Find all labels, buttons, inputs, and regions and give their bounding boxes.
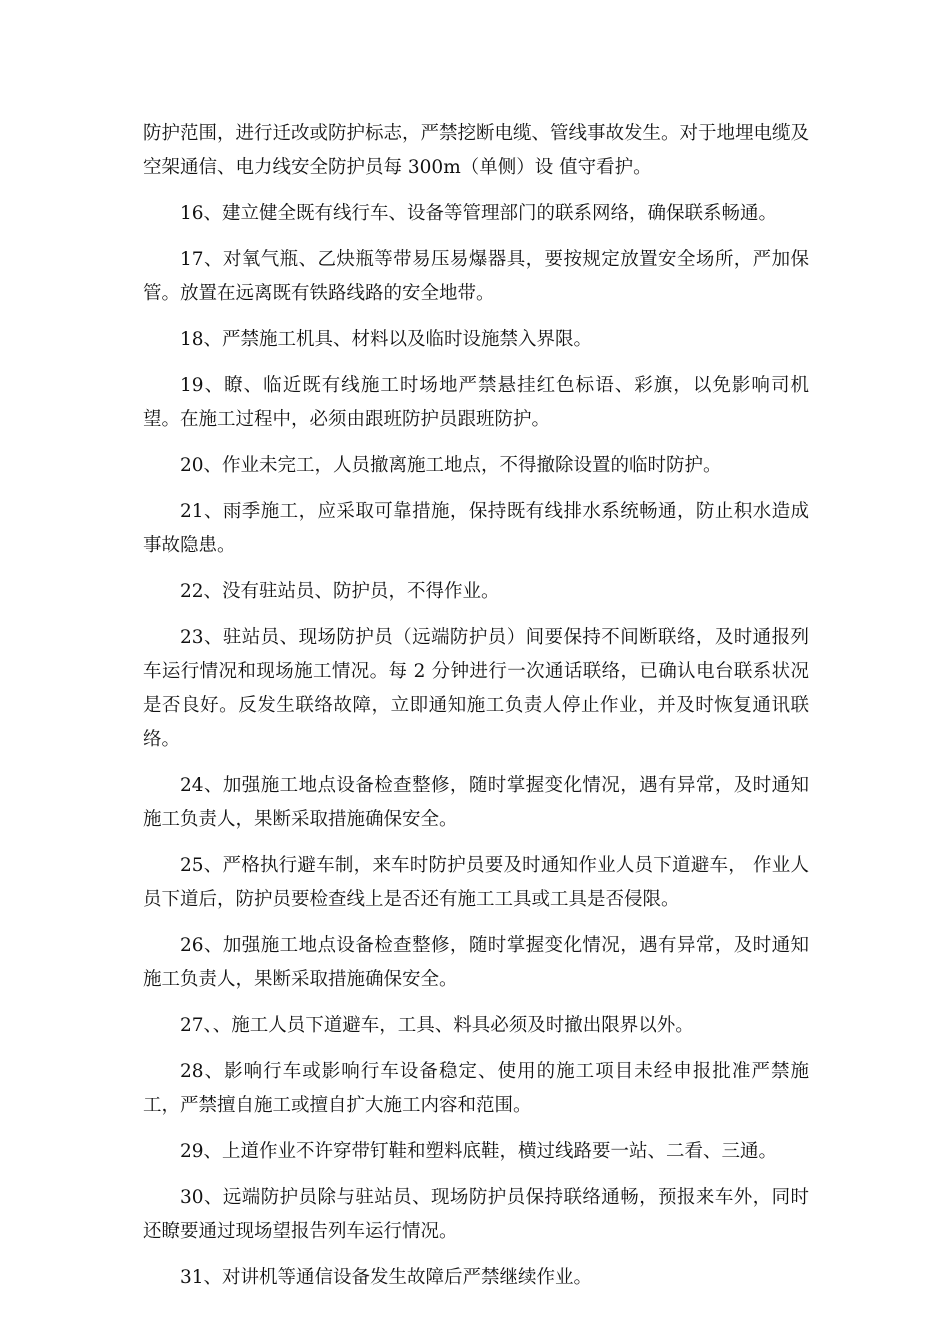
paragraph-continuation: 防护范围，进行迁改或防护标志，严禁挖断电缆、管线事故发生。对于地埋电缆及空架通信、电力线安全防护员每 300m（单侧）设 值守看护。 xyxy=(143,123,810,178)
paragraph-item-25: 25、严格执行避车制，来车时防护员要及时通知作业人员下道避车， 作业人员下道后，防护员要检查线上是否还有施工工具或工具是否侵限。 xyxy=(143,855,809,910)
document-body xyxy=(143,117,809,1307)
paragraph-item-19: 19、瞭、临近既有线施工时场地严禁悬挂红色标语、彩旗，以免影响司机望。在施工过程中，必须由跟班防护员跟班防护。 xyxy=(143,375,809,430)
paragraph-item-28: 28、影响行车或影响行车设备稳定、使用的施工项目未经申报批准严禁施工，严禁擅自施工或擅自扩大施工内容和范围。 xyxy=(143,1061,809,1116)
paragraph-item-22: 22、没有驻站员、防护员，不得作业。 xyxy=(180,581,500,602)
paragraph-item-23: 23、驻站员、现场防护员（远端防护员）间要保持不间断联络，及时通报列车运行情况和现场施工情况。每 2 分钟进行一次通话联络，已确认电台联系状况是否良好。反发生联络故障，立即通知施工负责人停止作业，并及时恢复通讯联络。 xyxy=(143,627,809,750)
paragraph-item-27: 27、、施工人员下道避车，工具、料具必须及时撤出限界以外。 xyxy=(180,1015,694,1036)
paragraph-item-29: 29、上道作业不许穿带钉鞋和塑料底鞋，横过线路要一站、二看、三通。 xyxy=(180,1141,778,1162)
paragraph-item-20: 20、作业未完工，人员撤离施工地点，不得撤除设置的临时防护。 xyxy=(180,455,722,476)
paragraph-item-16: 16、建立健全既有线行车、设备等管理部门的联系网络，确保联系畅通。 xyxy=(180,203,778,224)
paragraph-item-31: 31、对讲机等通信设备发生故障后严禁继续作业。 xyxy=(180,1267,593,1288)
paragraph-item-18: 18、严禁施工机具、材料以及临时设施禁入界限。 xyxy=(180,329,593,350)
paragraph-item-21: 21、雨季施工，应采取可靠措施，保持既有线排水系统畅通，防止积水造成事故隐患。 xyxy=(143,501,809,556)
paragraph-item-30: 30、远端防护员除与驻站员、现场防护员保持联络通畅，预报来车外，同时还瞭要通过现场望报告列车运行情况。 xyxy=(143,1187,809,1242)
paragraph-item-26: 26、加强施工地点设备检查整修，随时掌握变化情况，遇有异常，及时通知施工负责人，果断采取措施确保安全。 xyxy=(143,935,809,990)
paragraph-item-24: 24、加强施工地点设备检查整修，随时掌握变化情况，遇有异常，及时通知施工负责人，果断采取措施确保安全。 xyxy=(143,775,809,830)
paragraph-item-17: 17、对氧气瓶、乙炔瓶等带易压易爆器具，要按规定放置安全场所，严加保管。放置在远离既有铁路线路的安全地带。 xyxy=(143,249,809,304)
